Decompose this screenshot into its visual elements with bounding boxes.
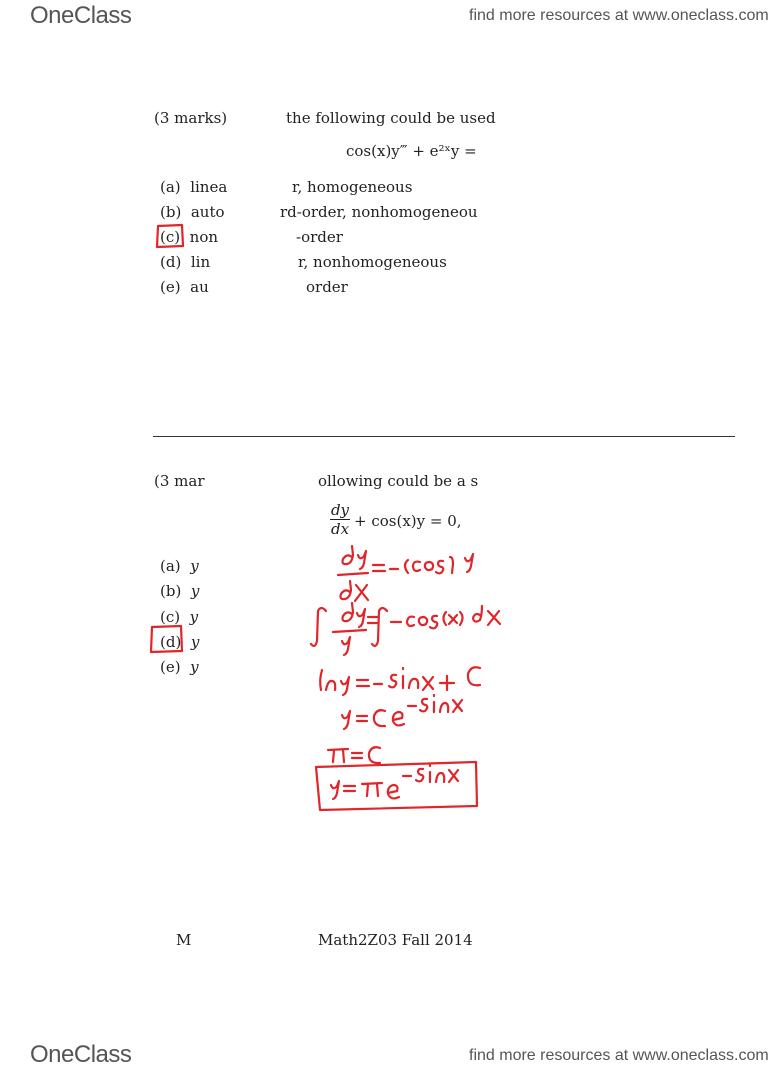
hw-line-1 xyxy=(338,546,473,601)
q1-option-a-right: r, homogeneous xyxy=(292,178,413,196)
hw-line-2 xyxy=(311,603,500,655)
hw-line-5 xyxy=(328,747,380,763)
footer-left: M xyxy=(176,931,192,949)
option-label: (a) xyxy=(160,178,181,196)
oneclass-logo-bottom xyxy=(30,1041,131,1069)
option-left: linea xyxy=(190,178,228,196)
answer-box-q2 xyxy=(151,626,182,652)
option-label: (a) xyxy=(160,557,181,575)
logo-text: OneClass xyxy=(30,2,132,29)
q1-option-d-right: r, nonhomogeneous xyxy=(298,253,447,271)
q1-equation: cos(x)y‴ + e²ˣy = xyxy=(346,142,477,160)
q2-equation-rest: + cos(x)y = 0, xyxy=(354,512,462,530)
q2-marks: (3 mar xyxy=(154,472,205,490)
q2-prompt: ollowing could be a s xyxy=(318,472,479,490)
footer-course: Math2Z03 Fall 2014 xyxy=(318,931,473,949)
option-label: (c) xyxy=(160,228,181,246)
option-value: y xyxy=(190,658,199,676)
option-label: (e) xyxy=(160,658,181,676)
option-label: (d) xyxy=(160,253,182,271)
option-value: y xyxy=(189,608,199,626)
option-left: non xyxy=(189,228,219,246)
option-left: au xyxy=(190,278,209,296)
option-value: y xyxy=(190,557,199,575)
option-label: (b) xyxy=(160,582,182,600)
option-label: (e) xyxy=(160,278,181,296)
option-value: y xyxy=(190,633,200,651)
hw-line-4 xyxy=(342,695,462,729)
q1-option-e-right: order xyxy=(306,278,348,296)
option-left: auto xyxy=(190,203,225,221)
answer-box-q1 xyxy=(157,225,183,247)
option-left: lin xyxy=(190,253,211,271)
hw-line-3 xyxy=(320,667,480,695)
option-label: (b) xyxy=(160,203,182,221)
option-label: (d) xyxy=(160,633,182,651)
header-link[interactable]: find more resources at www.oneclass.com xyxy=(469,7,769,24)
fraction-numerator: dy xyxy=(330,501,350,519)
q1-option-c-right: -order xyxy=(296,228,343,246)
option-value: y xyxy=(190,582,200,600)
q1-marks: (3 marks) xyxy=(154,109,228,127)
q1-prompt: the following could be used xyxy=(286,109,496,127)
logo-text: OneClass xyxy=(30,1041,132,1068)
footer-link[interactable]: find more resources at www.oneclass.com xyxy=(469,1047,769,1064)
option-label: (c) xyxy=(160,608,181,626)
q1-option-b-right: rd-order, nonhomogeneou xyxy=(280,203,478,221)
hw-line-6 xyxy=(316,762,477,810)
fraction-denominator: dx xyxy=(330,520,350,538)
